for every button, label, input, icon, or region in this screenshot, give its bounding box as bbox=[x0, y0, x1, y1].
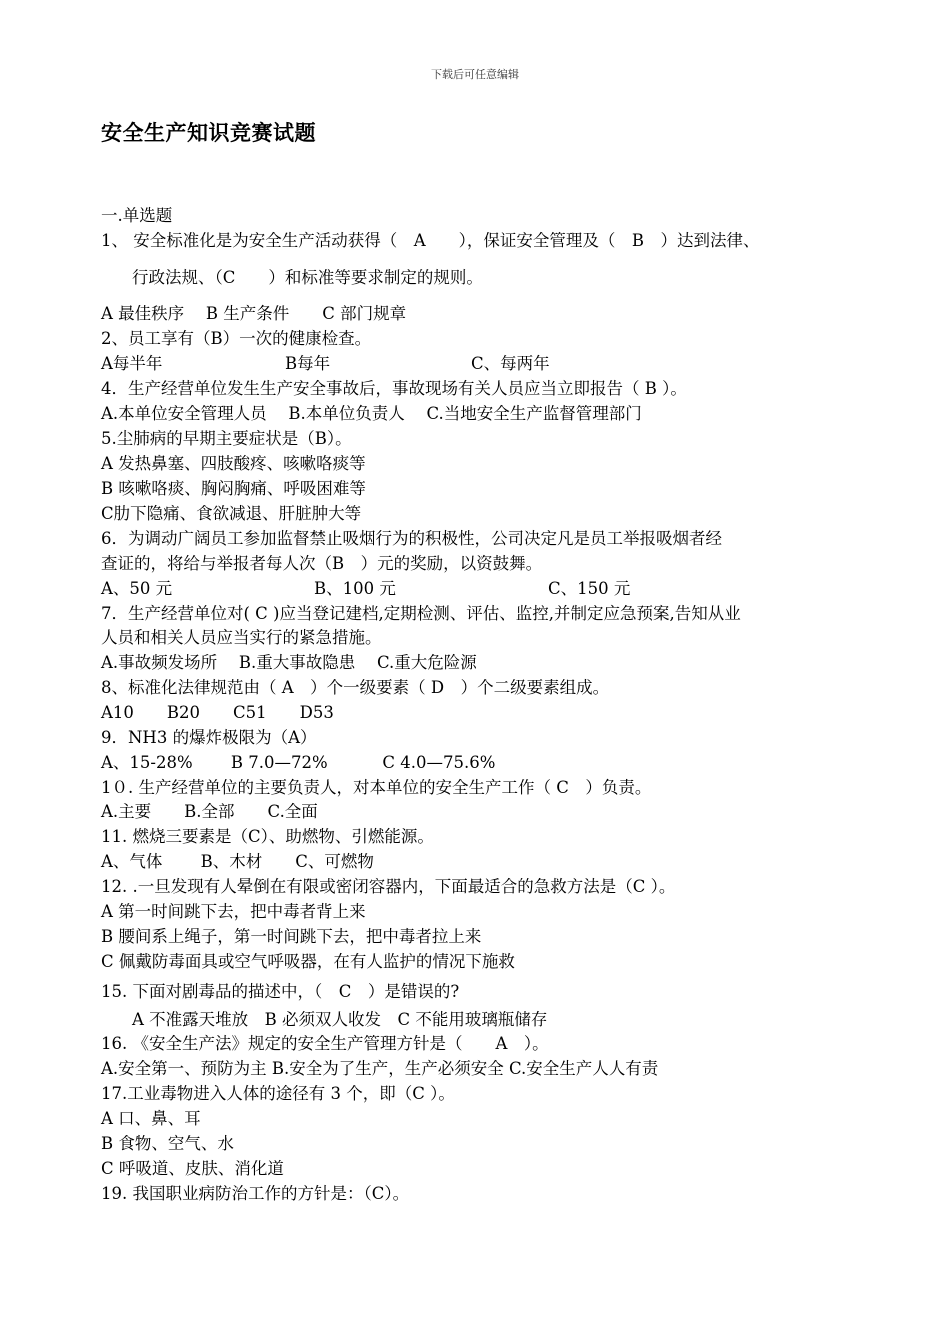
question-line: 7．生产经营单位对( C )应当登记建档,定期检测、评估、监控,并制定应急预案,告知从业 bbox=[101, 604, 741, 623]
question-line: 11. 燃烧三要素是（C）、助燃物、引燃能源。 bbox=[101, 827, 434, 846]
option-line: B 腰间系上绳子，第一时间跳下去，把中毒者拉上来 bbox=[101, 927, 482, 946]
document-title: 安全生产知识竞赛试题 bbox=[101, 120, 316, 145]
option-line: A 不准露天堆放 B 必须双人收发 C 不能用玻璃瓶储存 bbox=[132, 1010, 548, 1029]
option-line: A.本单位安全管理人员 B.本单位负责人 C.当地安全生产监督管理部门 bbox=[101, 404, 642, 423]
question-line: 行政法规、（C ）和标准等要求制定的规则。 bbox=[132, 268, 483, 287]
question-line: 查证的，将给与举报者每人次（B ）元的奖励，以资鼓舞。 bbox=[101, 554, 543, 573]
option-line: A、气体 B、木材 C、可燃物 bbox=[101, 852, 374, 871]
section-heading: 一.单选题 bbox=[101, 206, 173, 225]
option-b: B每年 bbox=[285, 354, 331, 373]
option-line: A 口、鼻、耳 bbox=[101, 1109, 201, 1128]
header-note: 下载后可任意编辑 bbox=[431, 68, 519, 81]
option-a: A每半年 bbox=[101, 354, 163, 373]
option-c: C、150 元 bbox=[548, 579, 631, 598]
question-line: 5.尘肺病的早期主要症状是（B）。 bbox=[101, 429, 352, 448]
option-a: A、50 元 bbox=[101, 579, 173, 598]
question-line: 12. .一旦发现有人晕倒在有限或密闭容器内，下面最适合的急救方法是（C ）。 bbox=[101, 877, 676, 896]
question-line: 9．NH3 的爆炸极限为（A） bbox=[101, 728, 317, 747]
question-line: 4．生产经营单位发生生产安全事故后，事故现场有关人员应当立即报告（ B ）。 bbox=[101, 379, 687, 398]
option-line: C 呼吸道、皮肤、消化道 bbox=[101, 1159, 284, 1178]
question-line: 1、 安全标准化是为安全生产活动获得（ A ），保证安全管理及（ B ）达到法律、 bbox=[101, 231, 760, 250]
option-b: B、100 元 bbox=[314, 579, 396, 598]
question-line: 16. 《安全生产法》规定的安全生产管理方针是（ A ）。 bbox=[101, 1034, 549, 1053]
option-line: A 发热鼻塞、四肢酸疼、咳嗽咯痰等 bbox=[101, 454, 366, 473]
question-line: 19. 我国职业病防治工作的方针是：（C）。 bbox=[101, 1184, 410, 1203]
option-line: A、15-28% B 7.0—72% C 4.0—75.6% bbox=[101, 753, 496, 772]
option-c: C、每两年 bbox=[471, 354, 550, 373]
question-line: 2、员工享有（B）一次的健康检查。 bbox=[101, 329, 372, 348]
option-line: A.事故频发场所 B.重大事故隐患 C.重大危险源 bbox=[101, 653, 477, 672]
question-line: 17.工业毒物进入人体的途径有 3 个，即（C ）。 bbox=[101, 1084, 455, 1103]
option-line: B 咳嗽咯痰、胸闷胸痛、呼吸困难等 bbox=[101, 479, 366, 498]
question-line: 1０. 生产经营单位的主要负责人，对本单位的安全生产工作（ C ）负责。 bbox=[101, 778, 652, 797]
question-line: 15. 下面对剧毒品的描述中，（ C ）是错误的? bbox=[101, 982, 460, 1001]
option-line: A 最佳秩序 B 生产条件 C 部门规章 bbox=[101, 304, 407, 323]
option-line: A 第一时间跳下去，把中毒者背上来 bbox=[101, 902, 366, 921]
question-line: 6．为调动广阔员工参加监督禁止吸烟行为的积极性，公司决定凡是员工举报吸烟者经 bbox=[101, 529, 722, 548]
question-line: 8、标准化法律规范由（ A ）个一级要素（ D ）个二级要素组成。 bbox=[101, 678, 610, 697]
question-line: 人员和相关人员应当实行的紧急措施。 bbox=[101, 628, 382, 647]
option-line: B 食物、空气、水 bbox=[101, 1134, 234, 1153]
option-line: A.安全第一、预防为主 B.安全为了生产，生产必须安全 C.安全生产人人有责 bbox=[101, 1059, 659, 1078]
option-line: C 佩戴防毒面具或空气呼吸器，在有人监护的情况下施救 bbox=[101, 952, 515, 971]
option-line: A.主要 B.全部 C.全面 bbox=[101, 802, 318, 821]
option-line: C肋下隐痛、食欲减退、肝脏肿大等 bbox=[101, 504, 362, 523]
option-line: A10 B20 C51 D53 bbox=[101, 703, 334, 722]
